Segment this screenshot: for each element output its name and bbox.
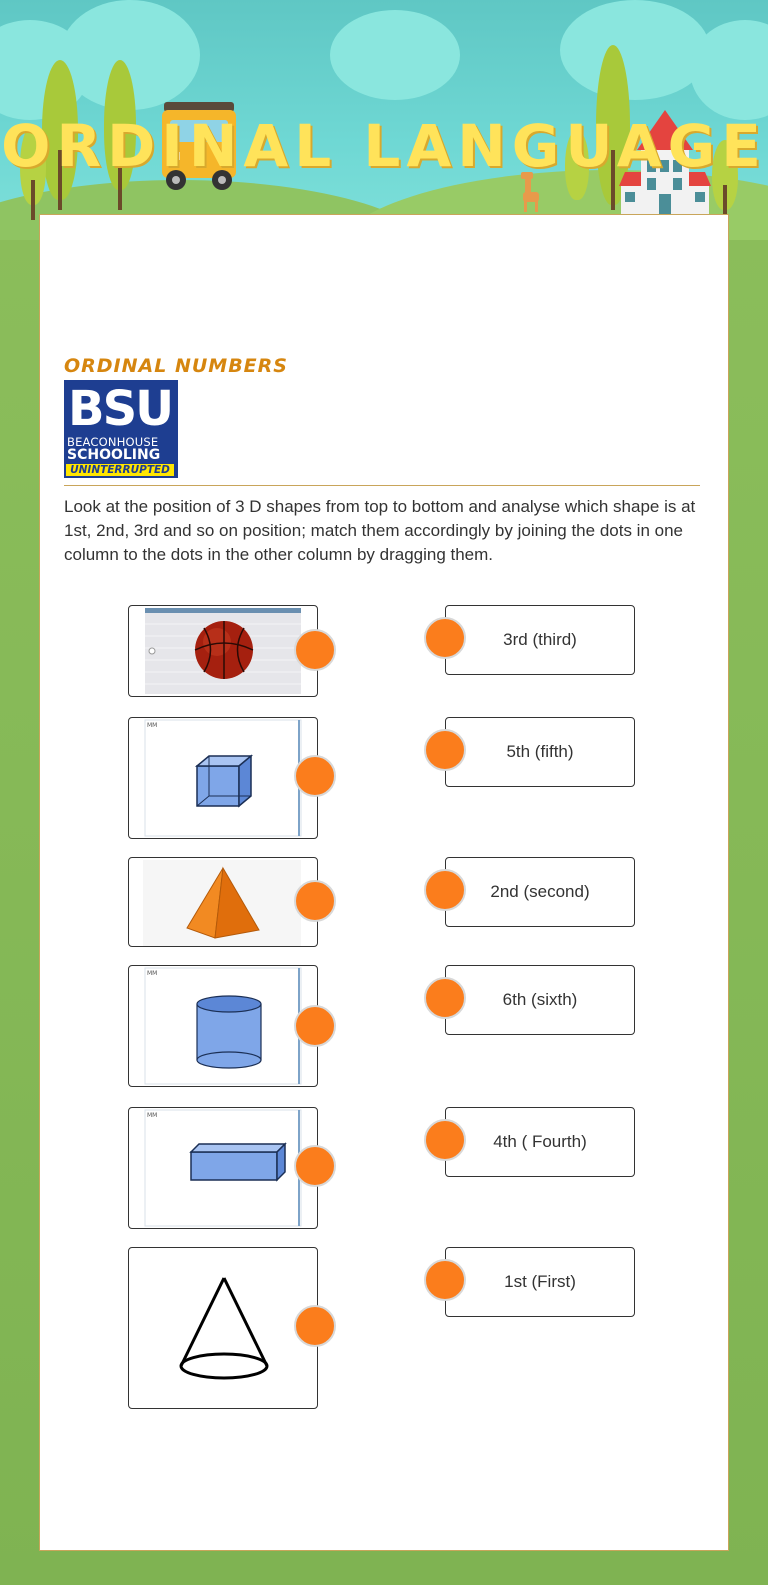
- cone-icon: [129, 1248, 318, 1409]
- cube-icon: [129, 718, 318, 839]
- logo-line-3: UNINTERRUPTED: [66, 464, 174, 476]
- left-item-cube[interactable]: [128, 717, 318, 839]
- cylinder-icon: [129, 966, 318, 1087]
- pyramid-icon: [129, 858, 318, 947]
- right-item-2[interactable]: 5th (fifth): [445, 717, 635, 787]
- tree-trunk: [31, 180, 35, 220]
- left-dot-5[interactable]: [294, 1145, 336, 1187]
- cuboid-icon: [129, 1108, 318, 1229]
- left-dot-4[interactable]: [294, 1005, 336, 1047]
- instructions-text: Look at the position of 3 D shapes from top to bottom and analyse which shape is at 1st, 2nd, 3rd and so on position; match them accordingly by joining the dots in one column to the dots in the other column by dragging them.: [64, 497, 696, 564]
- basketball-sphere-icon: [129, 606, 318, 697]
- svg-text:MM: MM: [147, 970, 158, 977]
- header-banner: [0, 0, 768, 240]
- left-dot-1[interactable]: [294, 629, 336, 671]
- right-dot-5[interactable]: [424, 1119, 466, 1161]
- logo-mark: BSU: [68, 381, 173, 437]
- svg-text:MM: MM: [147, 1112, 158, 1119]
- divider: [64, 485, 700, 486]
- right-dot-6[interactable]: [424, 1259, 466, 1301]
- right-item-4[interactable]: 6th (sixth): [445, 965, 635, 1035]
- right-dot-2[interactable]: [424, 729, 466, 771]
- right-dot-4[interactable]: [424, 977, 466, 1019]
- left-dot-2[interactable]: [294, 755, 336, 797]
- svg-text:MM: MM: [147, 722, 158, 729]
- left-dot-3[interactable]: [294, 880, 336, 922]
- left-item-sphere[interactable]: [128, 605, 318, 697]
- cloud-decoration: [330, 10, 460, 100]
- right-item-3[interactable]: 2nd (second): [445, 857, 635, 927]
- left-item-cylinder[interactable]: [128, 965, 318, 1087]
- left-item-cuboid[interactable]: [128, 1107, 318, 1229]
- right-item-6[interactable]: 1st (First): [445, 1247, 635, 1317]
- page-title: ORDINAL LANGUAGE: [1, 112, 767, 180]
- left-dot-6[interactable]: [294, 1305, 336, 1347]
- left-item-pyramid[interactable]: [128, 857, 318, 947]
- logo-line-1: BEACONHOUSE: [67, 435, 159, 449]
- left-item-cone[interactable]: [128, 1247, 318, 1409]
- worksheet-card: [39, 214, 729, 1551]
- right-dot-3[interactable]: [424, 869, 466, 911]
- school-logo: [64, 380, 178, 478]
- right-item-1[interactable]: 3rd (third): [445, 605, 635, 675]
- right-dot-1[interactable]: [424, 617, 466, 659]
- logo-line-2: SCHOOLING: [67, 447, 161, 463]
- section-title: ORDINAL NUMBERS: [64, 355, 288, 377]
- cloud-decoration: [560, 0, 710, 100]
- right-item-5[interactable]: 4th ( Fourth): [445, 1107, 635, 1177]
